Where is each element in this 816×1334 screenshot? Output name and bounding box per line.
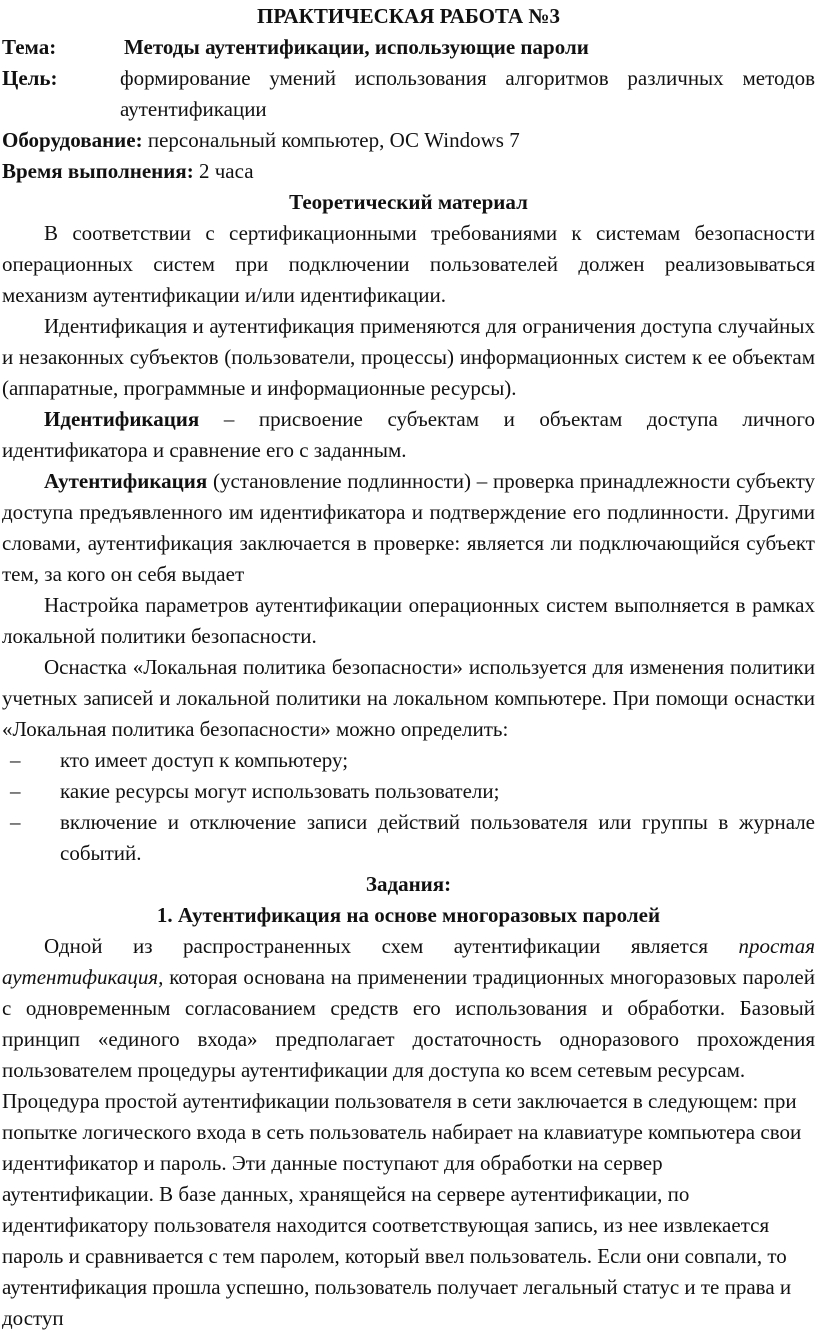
theory-paragraph-4	[2, 466, 815, 590]
policy-list	[2, 745, 815, 869]
dash-bullet: –	[10, 748, 21, 772]
time-row	[2, 156, 815, 187]
simple-authentication-term: простая аутентификация,	[2, 934, 815, 989]
equipment-label: Оборудование:	[2, 128, 143, 152]
time-value: 2 часа	[199, 159, 254, 183]
identification-definition: – присвоение субъектам и объектам доступа личного идентификатора и сравнение его с заданным.	[2, 407, 815, 462]
list-item-text: включение и отключение записи действий пользователя или группы в журнале событий.	[60, 810, 815, 865]
goal-row	[2, 63, 815, 125]
identification-term: Идентификация	[44, 407, 200, 431]
theory-paragraph-6: Оснастка «Локальная политика безопасности» используется для изменения политики учетных записей и локальной политики на локальном компьютере. При помощи оснастки «Локальная политика безопасности» можно определить:	[2, 655, 815, 741]
topic-row	[2, 32, 815, 63]
page-title: ПРАКТИЧЕСКАЯ РАБОТА №3	[257, 4, 560, 28]
theory-paragraph-1: В соответствии с сертификационными требованиями к системам безопасности операционных систем при подключении пользователей должен реализовываться механизм аутентификации и/или идентификации.	[2, 221, 815, 307]
list-item-text: какие ресурсы могут использовать пользователи;	[60, 779, 500, 803]
tasks-p1-start: Одной из распространенных схем аутентификации является	[44, 934, 739, 958]
time-label: Время выполнения:	[2, 159, 194, 183]
list-item	[2, 776, 815, 807]
section-1-title: 1. Аутентификация на основе многоразовых паролей	[156, 903, 661, 927]
theory-paragraph-2: Идентификация и аутентификация применяются для ограничения доступа случайных и незаконных субъектов (пользователи, процессы) информационных систем к ее объектам (аппаратные, программные и информационные ресурсы).	[2, 314, 815, 400]
authentication-term: Аутентификация	[44, 469, 208, 493]
theory-paragraph-3	[2, 404, 815, 466]
goal-label: Цель:	[2, 66, 58, 90]
list-item	[2, 745, 815, 776]
authentication-definition: (установление подлинности) – проверка принадлежности субъекту доступа предъявленного им идентификатора и подтверждение его подлинности. Другими словами, аутентификация заключается в проверке: является ли подключающийся субъект тем, за кого он себя выдает	[2, 469, 815, 586]
theory-heading: Теоретический материал	[289, 190, 528, 214]
dash-bullet: –	[10, 779, 21, 803]
list-item	[2, 807, 815, 869]
equipment-row	[2, 125, 815, 156]
tasks-heading: Задания:	[365, 872, 452, 896]
topic-value: Методы аутентификации, использующие пароли	[124, 35, 589, 59]
tasks-p1-rest: которая основана на применении традиционных многоразовых паролей с одновременным согласованием средств его использования и обработки. Базовый принцип «единого входа» предполагает достаточность одноразового прохождения пользователем процедуры аутентификации для доступа ко всем сетевым ресурсам.	[2, 965, 815, 1082]
topic-label: Тема:	[2, 35, 57, 59]
theory-paragraph-5: Настройка параметров аутентификации операционных систем выполняется в рамках локальной политики безопасности.	[2, 593, 815, 648]
dash-bullet: –	[10, 810, 21, 834]
tasks-paragraph-1	[2, 931, 815, 1086]
equipment-value: персональный компьютер, ОС Windows 7	[147, 128, 520, 152]
goal-value: формирование умений использования алгоритмов различных методов аутентификации	[120, 66, 815, 121]
list-item-text: кто имеет доступ к компьютеру;	[60, 748, 349, 772]
tasks-paragraph-2: Процедура простой аутентификации пользователя в сети заключается в следующем: при попытке логического входа в сеть пользователь набирает на клавиатуре компьютера свои идентификатор и пароль. Эти данные поступают для обработки на сервер аутентификации. В базе данных, хранящейся на сервере аутентификации, по идентификатору пользователя находится соответствующая запись, из нее извлекается пароль и сравнивается с тем паролем, который ввел пользователь. Если они совпали, то аутентификация прошла успешно, пользователь получает легальный статус и те права и доступ	[2, 1089, 802, 1330]
